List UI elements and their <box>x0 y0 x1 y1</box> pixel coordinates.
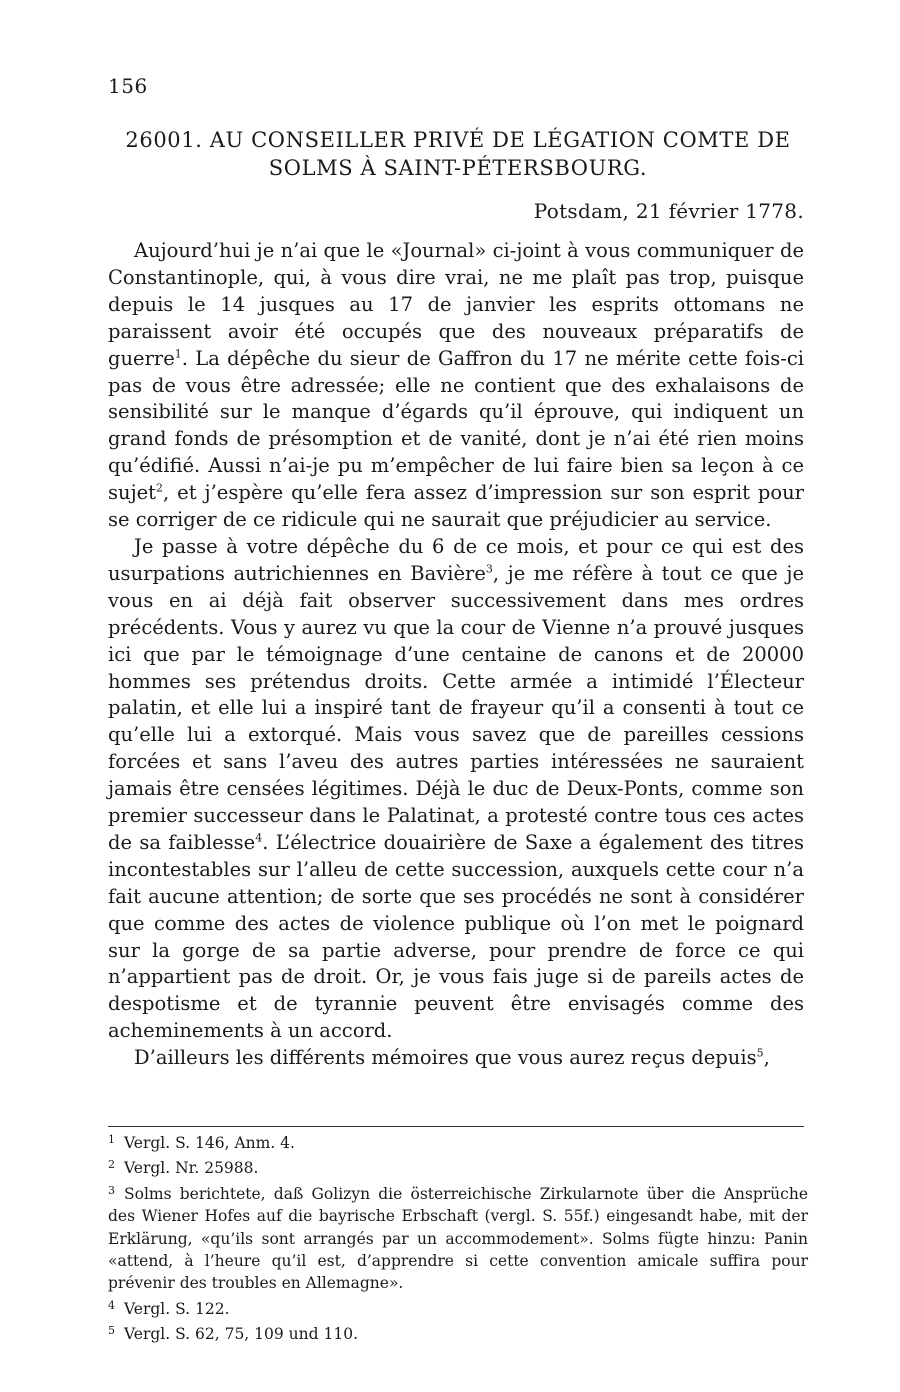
heading-title-1: AU CONSEILLER PRIVÉ DE LÉGATION COMTE DE <box>209 128 791 152</box>
paragraph-text: D’ailleurs les différents mémoires que vous aurez reçus depuis <box>134 1046 757 1070</box>
footnote <box>108 1320 808 1345</box>
footnote-mark: 4 <box>108 1298 115 1312</box>
footnote-mark: 5 <box>108 1324 115 1338</box>
paragraph <box>108 238 804 534</box>
footnote-ref: 3 <box>485 562 493 576</box>
footnote-ref: 5 <box>756 1046 764 1060</box>
footnote <box>108 1154 808 1179</box>
footnote-text: Solms berichtete, daß Golizyn die österreichische Zirkularnote über die Ansprüche des Wiener Hofes auf die bayrische Erbschaft (vergl. S. 55f.) eingesandt habe, mit der Erklärung, «qu’ils sont arrangés par un accommodement». Solms fügte hinzu: Panin «attend, à l’heure qu’il est, d’apprendre si cette convention amicale suffira pour prévenir des troubles en Allemagne». <box>108 1184 808 1293</box>
heading-title-2: SOLMS À SAINT-PÉTERSBOURG. <box>268 156 648 180</box>
dateline: Potsdam, 21 février 1778. <box>533 199 804 223</box>
footnote-ref: 4 <box>255 831 263 845</box>
footnote-ref: 1 <box>174 347 182 361</box>
footnote-rule <box>108 1126 804 1127</box>
footnote-text: Vergl. S. 146, Anm. 4. <box>124 1134 295 1152</box>
footnote-mark: 3 <box>108 1183 115 1197</box>
paragraph-text: . L’électrice douairière de Saxe a également des titres incontestables sur l’alleu de cette succession, auxquels cette cour n’a fait aucune attention; de sorte que ses procédés ne sont à considérer que comme des actes de violence publique où l’on met le poignard sur la gorge de sa partie adverse, pour prendre de force ce qui n’appartient pas de droit. Or, je vous fais juge si de pareils actes de despotisme et de tyrannie peuvent être envisagés comme des acheminements à un accord. <box>108 830 804 1043</box>
paragraph <box>108 1045 804 1072</box>
footnote-ref: 2 <box>156 481 163 495</box>
footnote-text: Vergl. Nr. 25988. <box>124 1159 259 1178</box>
footnote <box>108 1180 808 1295</box>
paragraph-text: Je passe à votre dépêche du 6 de ce mois, et pour ce qui est des usurpations autrichiennes en Bavière <box>108 534 804 585</box>
page-number: 156 <box>108 74 148 98</box>
footnote-text: Vergl. S. 62, 75, 109 und 110. <box>124 1325 358 1344</box>
footnote-text: Vergl. S. 122. <box>124 1299 230 1318</box>
letter-body <box>108 238 804 1072</box>
paragraph-text: Aujourd’hui je n’ai que le «Journal» ci-joint à vous communiquer de Constantinople, qui, à vous dire vrai, ne me plaît pas trop, puisque depuis le 14 jusques au 17 de janvier les esprits ottomans ne paraissent avoir été occupés que des nouveaux préparatifs de guerre <box>108 239 804 370</box>
paragraph-text: , et j’espère qu’elle fera assez d’impression sur son esprit pour se corriger de ce ridicule qui ne saurait que préjudicier au service. <box>108 481 804 532</box>
footnote <box>108 1295 808 1320</box>
paragraph-text: , <box>763 1046 770 1070</box>
footnote-mark: 1 <box>108 1133 115 1146</box>
letter-number: 26001. <box>125 128 203 152</box>
paragraph-text: , je me réfère à tout ce que je vous en ai déjà fait observer successivement dans mes ordres précédents. Vous y aurez vu que la cour de Vienne n’a prouvé jusques ici que par le témoignage d’une centaine de canons et de 20000 hommes ses prétendus droits. Cette armée a intimidé l’Électeur palatin, et elle lui a inspiré tant de frayeur qu’il a consenti à tout ce qu’elle lui a extorqué. Mais vous savez que de pareilles cessions forcées et sans l’aveu des autres parties intéressées ne sauraient jamais être censées légitimes. Déjà le duc de Deux-Ponts, comme son premier successeur dans le Palatinat, a protesté contre tous ces actes de sa faiblesse <box>108 561 804 854</box>
paragraph <box>108 534 804 1045</box>
footnote <box>108 1129 808 1154</box>
footnote-mark: 2 <box>108 1158 115 1172</box>
letter-heading <box>108 126 808 182</box>
footnotes <box>108 1129 808 1346</box>
heading-line-1 <box>108 126 808 154</box>
paragraph-text: . La dépêche du sieur de Gaffron du 17 ne mérite cette fois-ci pas de vous être adressée; elle ne contient que des exhalaisons de sensibilité sur le manque d’égards qu’il éprouve, qui indiquent un grand fonds de présomption et de vanité, dont je n’ai été rien moins qu’édifié. Aussi n’ai-je pu m’empêcher de lui faire bien sa leçon à ce sujet <box>108 346 804 505</box>
